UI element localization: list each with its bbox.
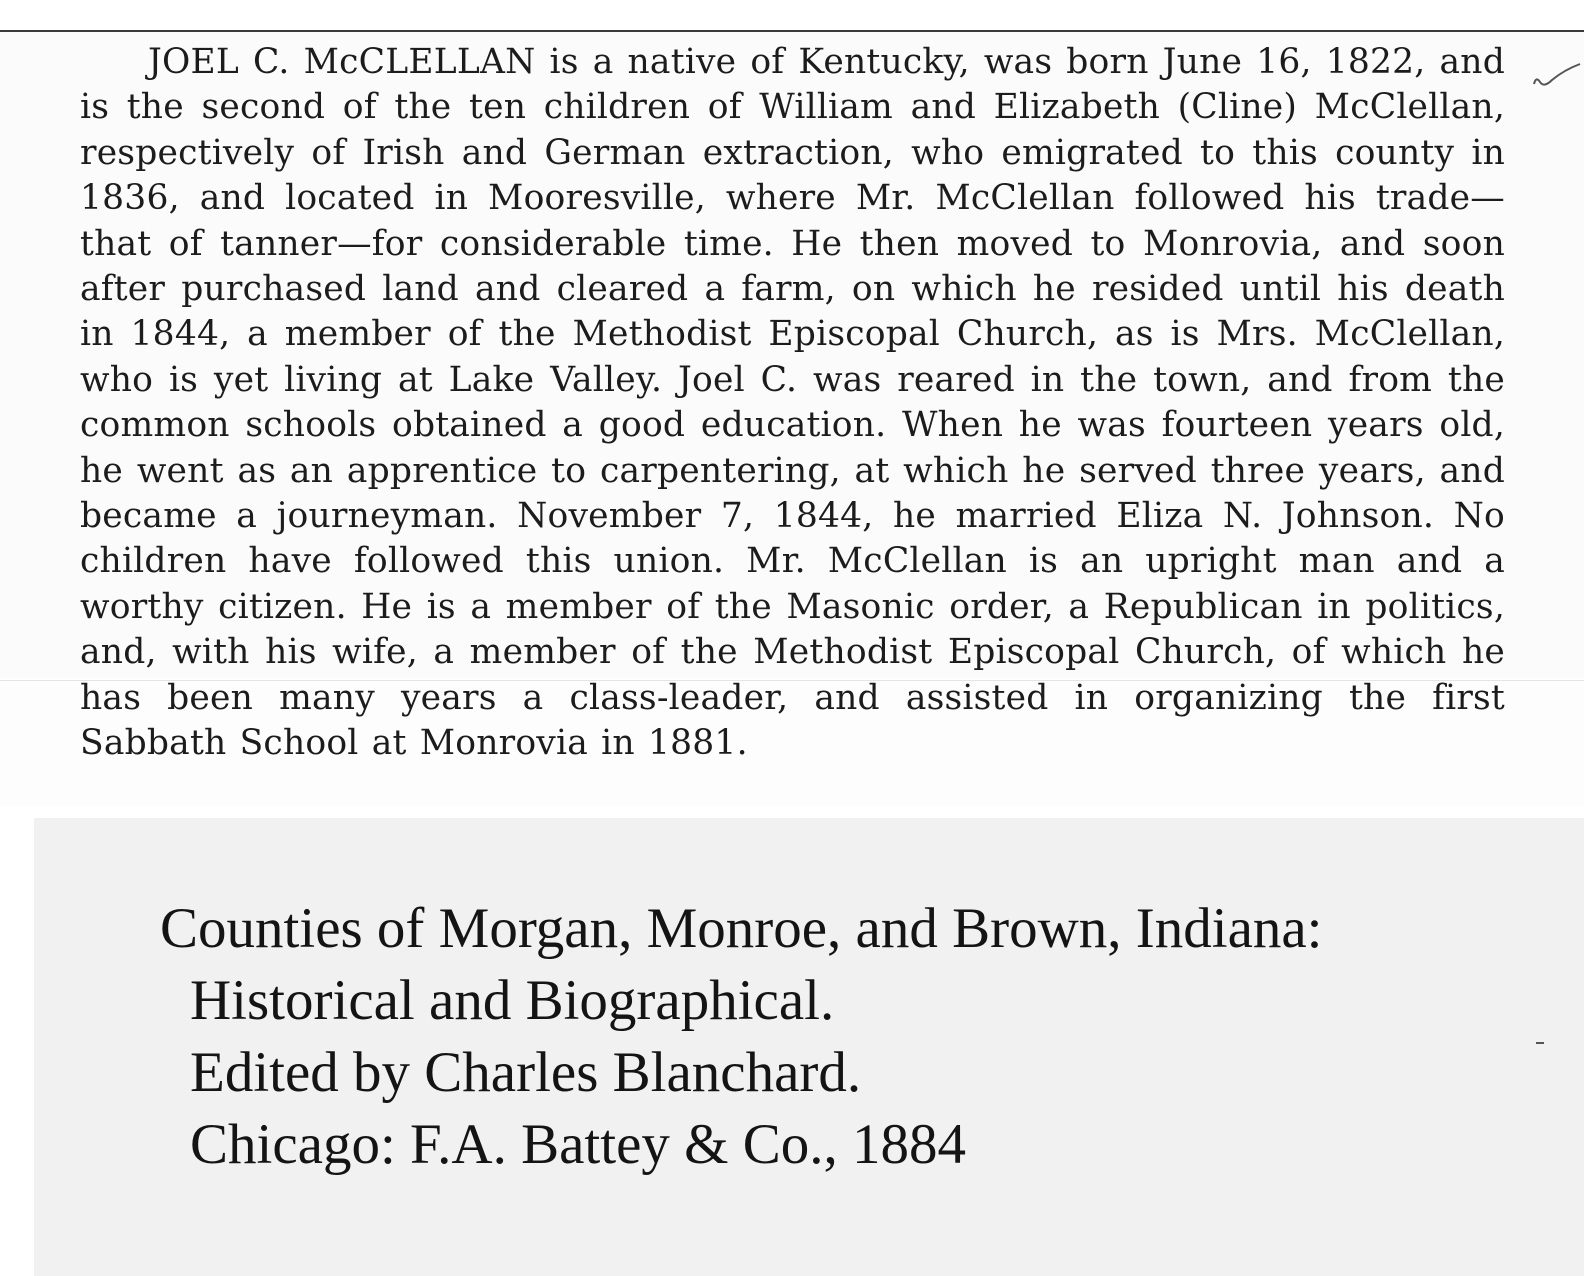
citation-subtitle: Historical and Biographical. xyxy=(190,969,835,1032)
citation-publisher: Chicago: F.A. Battey & Co., 1884 xyxy=(190,1113,966,1176)
citation-editor: Edited by Charles Blanchard. xyxy=(190,1041,862,1104)
pencil-mark-icon xyxy=(1530,58,1584,98)
citation-title: Counties of Morgan, Monroe, and Brown, Indiana: xyxy=(160,897,1323,960)
source-citation xyxy=(160,893,1540,1181)
biography-paragraph: JOEL C. McCLELLAN is a native of Kentucky, was born June 16, 1822, and is the second of the ten children of William and Elizabeth (Cline) McClellan, respectively of Irish and German extraction, who emigrated to this county in 1836, and located in Mooresville, where Mr. McClellan followed his trade—that of tanner—for considerable time. He then moved to Monrovia, and soon after purchased land and cleared a farm, on which he resided until his death in 1844, a member of the Methodist Episcopal Church, as is Mrs. McClellan, who is yet living at Lake Valley. Joel C. was reared in the town, and from the common schools obtained a good education. When he was fourteen years old, he went as an apprentice to carpentering, at which he served three years, and became a journeyman. November 7, 1844, he married Eliza N. Johnson. No children have followed this union. Mr. McClellan is an upright man and a worthy citizen. He is a member of the Masonic order, a Republican in politics, and, with his wife, a member of the Methodist Episcopal Church, of which he has been many years a class-leader, and assisted in organizing the first Sabbath School at Monrovia in 1881. xyxy=(80,42,1505,764)
